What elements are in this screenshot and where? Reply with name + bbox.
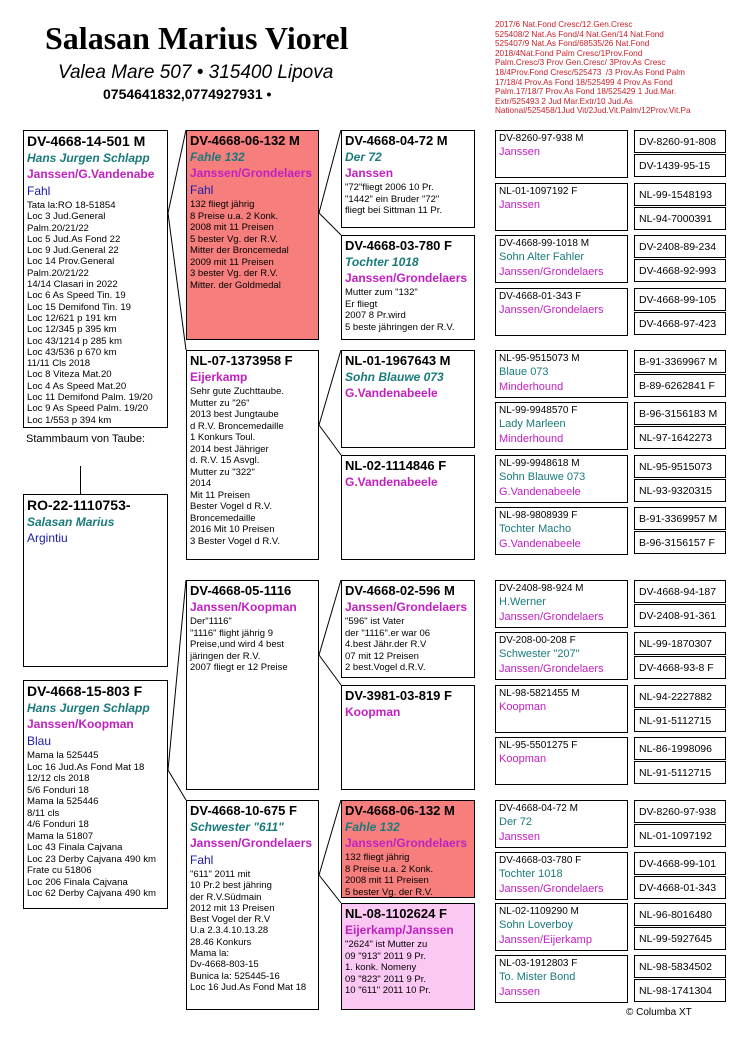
- gen3-description: "596" ist Vater der "1116".er war 06 4.best Jähr.der R.V 07 mit 12 Preisen 2 best.Vogel d.R.V.: [345, 616, 431, 673]
- gen3-ring: NL-08-1102624 F: [345, 906, 447, 921]
- pedigree-caption: Stammbaum von Taube:: [26, 433, 146, 445]
- gen2-breed: Janssen/Grondelaers: [190, 836, 313, 850]
- gen3-ring: DV-4668-06-132 M: [345, 803, 455, 818]
- sire-color: Fahl: [27, 184, 51, 198]
- gen4-name: Blaue 073: [499, 366, 549, 378]
- gen4-breed: G.Vandenabeele: [499, 486, 581, 498]
- gen5-card-7[interactable]: DV-4668-99-105: [634, 288, 726, 311]
- gen5-card-27[interactable]: DV-4668-99-101: [634, 852, 726, 875]
- gen2-breed: Eijerkamp: [190, 370, 248, 384]
- gen5-card-24[interactable]: NL-91-5112715: [634, 761, 726, 784]
- gen4-ring: NL-95-9515073 M: [499, 353, 580, 364]
- gen4-breed: Janssen: [499, 146, 540, 158]
- gen3-description: "2624" ist Mutter zu 09 "913" 2011 9 Pr. 1. konk. Nomeny 09 "823" 2011 9 Pr. 10 "611" 2011 10 Pr.: [345, 939, 431, 996]
- gen2-description: Sehr gute Zuchttaube. Mutter zu "26" 2013 best Jungtaube d R.V. Broncemedaille 1 Konkurs Toul. 2014 best Jähriger d. R.V. 15 Asvgl. Mutter zu "322" 2014 Mit 11 Preisen Bester Vogel d R.V. Broncemedaille 2016 Mit 10 Preisen 3 Bester Vogel d R.V.: [190, 386, 285, 547]
- gen4-name: Sohn Alter Fahler: [499, 251, 584, 263]
- gen4-ring: NL-95-5501275 F: [499, 740, 578, 751]
- gen4-breed: Janssen/Grondelaers: [499, 266, 604, 278]
- gen4-card-6[interactable]: [495, 402, 628, 450]
- gen4-breed: Janssen/Grondelaers: [499, 663, 604, 675]
- gen4-ring: DV-4668-01-343 F: [499, 291, 582, 302]
- gen3-card-8[interactable]: [341, 903, 475, 1010]
- gen4-name: Sohn Loverboy: [499, 919, 573, 931]
- gen4-ring: NL-98-9808939 F: [499, 510, 578, 521]
- gen4-card-13[interactable]: [495, 800, 628, 848]
- results-list: 2017/6 Nat.Fond Cresc/12.Gen.Cresc 525408/2 Nat.As Fond/4 Nat.Gen/14 Nat.Fond 525407/9 Nat.As Fond/68535/26 Nat.Fond 2018/4Nat.Fond Palm Cresc/1Prov.Fond Palm.Cresc/3 Prov Gen.Cresc/ 3Prov.As Cresc 18/4Prov.Fond Cresc/525473 /3 Prov.As Fond Palm 17/18/4 Prov.As Fond 18/525499 4 Prov.As Fond Palm.17/18/7 Prov.As Fond 18/525429 1 Jud.Mar. Extr/525493 2 Jud Mar.Extr/10 Jud.As National/525458/1Jud Vit/2Jud.Vit.Palm/12Prov.Vit.Pa: [495, 20, 691, 116]
- gen4-ring: DV-4668-03-780 F: [499, 855, 582, 866]
- owner-name: Salasan Marius Viorel: [45, 20, 349, 56]
- gen2-ring: DV-4668-05-1116: [190, 583, 292, 598]
- gen4-breed: G.Vandenabeele: [499, 538, 581, 550]
- gen4-breed: Janssen/Eijerkamp: [499, 934, 592, 946]
- gen5-card-23[interactable]: NL-86-1998096: [634, 737, 726, 760]
- gen3-ring: DV-3981-03-819 F: [345, 688, 452, 703]
- gen4-name: Sohn Blauwe 073: [499, 471, 586, 483]
- gen4-breed: Minderhound: [499, 433, 564, 445]
- gen3-card-1[interactable]: [341, 130, 475, 228]
- gen4-breed: Janssen: [499, 199, 540, 211]
- gen4-name: Tochter Macho: [499, 523, 572, 535]
- gen3-name: Tochter 1018: [345, 255, 419, 269]
- dam-ring: DV-4668-15-803 F: [27, 683, 143, 699]
- gen4-name: Tochter 1018: [499, 868, 563, 880]
- gen5-card-16[interactable]: B-96-3156157 F: [634, 531, 726, 554]
- gen4-ring: NL-01-1097192 F: [499, 186, 578, 197]
- gen3-card-5[interactable]: [341, 580, 475, 678]
- gen4-name: Schwester "207": [499, 648, 580, 660]
- gen4-breed: Janssen: [499, 986, 540, 998]
- gen5-card-29[interactable]: NL-96-8016480: [634, 903, 726, 926]
- gen5-card-26[interactable]: NL-01-1097192: [634, 824, 726, 847]
- gen2-card-4[interactable]: [186, 800, 319, 1010]
- gen4-ring: DV-4668-99-1018 M: [499, 238, 590, 249]
- gen4-card-14[interactable]: [495, 852, 628, 900]
- gen4-card-15[interactable]: [495, 903, 628, 951]
- gen4-card-8[interactable]: [495, 507, 628, 555]
- gen5-card-21[interactable]: NL-94-2227882: [634, 685, 726, 708]
- gen5-card-12[interactable]: NL-97-1642273: [634, 426, 726, 449]
- gen2-card-2[interactable]: [186, 350, 319, 560]
- dam-breed: Janssen/Koopman: [27, 717, 134, 731]
- gen3-name: Der 72: [345, 150, 382, 164]
- gen4-ring: DV-4668-04-72 M: [499, 803, 578, 814]
- sire-breed: Janssen/G.Vandenabe: [27, 167, 155, 181]
- gen5-card-32[interactable]: NL-98-1741304: [634, 979, 726, 1002]
- gen2-color: Fahl: [190, 183, 214, 197]
- gen4-card-9[interactable]: [495, 580, 628, 628]
- gen3-card-3[interactable]: [341, 350, 475, 448]
- gen2-breed: Janssen/Koopman: [190, 600, 297, 614]
- gen3-ring: DV-4668-03-780 F: [345, 238, 452, 253]
- gen4-card-11[interactable]: [495, 685, 628, 733]
- gen3-breed: Janssen/Grondelaers: [345, 836, 468, 850]
- gen3-card-2[interactable]: [341, 235, 475, 340]
- gen4-ring: DV-8260-97-938 M: [499, 133, 584, 144]
- owner-address: Valea Mare 507 • 315400 Lipova: [58, 62, 334, 83]
- gen4-name: Der 72: [499, 816, 533, 828]
- gen4-breed: Koopman: [499, 753, 547, 765]
- gen3-card-7[interactable]: [341, 800, 475, 898]
- gen5-card-30[interactable]: NL-99-5927645: [634, 927, 726, 950]
- gen2-name: Schwester "611": [190, 820, 284, 834]
- gen3-name: Sohn Blauwe 073: [345, 370, 444, 384]
- gen4-name: To. Mister Bond: [499, 971, 576, 983]
- gen2-description: "611" 2011 mit 10 Pr.2 best jähring der R.V.Südmain 2012 mit 13 Preisen Best Vogel der R.V U.a 2.3.4.10.13.28 28.46 Konkurs Mama la: Dv-4668-803-15 Bunica la: 525445-16 Loc 16 Jud.As Fond Mat 18: [190, 869, 307, 993]
- gen2-ring: DV-4668-10-675 F: [190, 803, 297, 818]
- gen5-card-13[interactable]: NL-95-9515073: [634, 455, 726, 478]
- gen2-ring: DV-4668-06-132 M: [190, 133, 300, 148]
- copyright: © Columba XT: [626, 1007, 692, 1018]
- gen4-breed: Minderhound: [499, 381, 564, 393]
- gen4-breed: Janssen/Grondelaers: [499, 304, 604, 316]
- gen4-ring: DV-208-00-208 F: [499, 635, 576, 646]
- gen3-card-4[interactable]: [341, 455, 475, 560]
- gen4-name: H.Werner: [499, 596, 546, 608]
- gen5-card-19[interactable]: NL-99-1870307: [634, 632, 726, 655]
- gen2-description: 132 fliegt jährig 8 Preise u.a. 2 Konk. 2008 mit 11 Preisen 5 bester Vg. der R.V. Mitter der Broncemedal 2009 mit 11 Preisen 3 bester Vg. der R.V. Mitter. der Goldmedal: [190, 199, 289, 291]
- gen5-card-14[interactable]: NL-93-9320315: [634, 479, 726, 502]
- gen5-card-17[interactable]: DV-4668-94-187: [634, 580, 726, 603]
- dam-description: Mama la 525445 Loc 16 Jud.As Fond Mat 18 12/12 cls 2018 5/6 Fonduri 18 Mama la 525446 8/11 cls 4/6 Fonduri 18 Mama la 51807 Loc 43 Finala Cajvana Loc 23 Derby Cajvana 490 km Frate cu 51806 Loc 206 Finala Cajvana Loc 62 Derby Cajvana 490 km: [27, 750, 157, 899]
- gen2-description: Der"1116" "1116" flight jährig 9 Preise,und wird 4 best järingen der R.V. 2007 fliegt er 12 Preise: [190, 616, 288, 673]
- subject-color: Argintiu: [27, 531, 68, 545]
- gen3-ring: DV-4668-04-72 M: [345, 133, 448, 148]
- gen4-card-1[interactable]: [495, 130, 628, 178]
- gen3-card-6[interactable]: [341, 685, 475, 790]
- gen4-card-4[interactable]: [495, 288, 628, 336]
- gen4-breed: Janssen: [499, 831, 540, 843]
- gen5-card-1[interactable]: DV-8260-91-808: [634, 130, 726, 153]
- gen5-card-18[interactable]: DV-2408-91-361: [634, 604, 726, 627]
- gen4-ring: NL-03-1912803 F: [499, 958, 578, 969]
- gen4-breed: Janssen/Grondelaers: [499, 611, 604, 623]
- gen3-breed: Janssen/Grondelaers: [345, 271, 468, 285]
- gen3-description: Mutter zum "132" Er fliegt 2007 8 Pr.wird 5 beste jähringen der R.V.: [345, 287, 455, 333]
- gen4-breed: Koopman: [499, 701, 547, 713]
- gen4-card-2[interactable]: [495, 183, 628, 231]
- gen5-card-8[interactable]: DV-4668-97-423: [634, 312, 726, 335]
- gen5-card-9[interactable]: B-91-3369967 M: [634, 350, 726, 373]
- gen4-breed: Janssen/Grondelaers: [499, 883, 604, 895]
- gen3-breed: G.Vandenabeele: [345, 386, 438, 400]
- gen3-name: Fahle 132: [345, 820, 400, 834]
- gen3-ring: NL-02-1114846 F: [345, 458, 447, 473]
- gen5-card-5[interactable]: DV-2408-89-234: [634, 235, 726, 258]
- gen2-ring: NL-07-1373958 F: [190, 353, 293, 368]
- gen4-card-10[interactable]: [495, 632, 628, 680]
- sire-ring: DV-4668-14-501 M: [27, 133, 146, 149]
- gen4-ring: NL-98-5821455 M: [499, 688, 580, 699]
- gen3-description: 132 fliegt jährig 8 Preise u.a. 2 Konk. 2008 mit 11 Preisen 5 bester Vg. der R.V.: [345, 852, 434, 898]
- gen4-ring: NL-99-9948570 F: [499, 405, 578, 416]
- dam-name: Hans Jurgen Schlapp: [27, 701, 150, 715]
- gen4-card-3[interactable]: [495, 235, 628, 283]
- subject-name: Salasan Marius: [27, 515, 115, 529]
- gen5-card-6[interactable]: DV-4668-92-993: [634, 259, 726, 282]
- gen4-card-16[interactable]: [495, 955, 628, 1003]
- gen3-breed: Janssen: [345, 166, 394, 180]
- gen5-card-15[interactable]: B-91-3369957 M: [634, 507, 726, 530]
- gen5-card-10[interactable]: B-89-6262841 F: [634, 374, 726, 397]
- gen2-name: Fahle 132: [190, 150, 245, 164]
- dam-color: Blau: [27, 734, 52, 748]
- sire-description: Tata la:RO 18-51854 Loc 3 Jud.General Palm.20/21/22 Loc 5 Jud.As Fond 22 Loc 9 Jud.General 22 Loc 14 Prov.General Palm.20/21/22 14/14 Clasari in 2022 Loc 6 As Speed Tin. 19 Loc 15 Demifond Tin. 19 Loc 12/621 p 191 km Loc 12/345 p 395 km Loc 43/1214 p 285 km Loc 43/536 p 670 km 11/11 Cls 2018 Loc 8 Viteza Mat.20 Loc 4 As Speed Mat.20 Loc 11 Demifond Palm. 19/20 Loc 9 As Speed Palm. 19/20 Loc 1/553 p 394 km: [27, 200, 153, 426]
- gen3-ring: DV-4668-02-596 M: [345, 583, 455, 598]
- gen5-card-4[interactable]: NL-94-7000391: [634, 207, 726, 230]
- gen4-card-7[interactable]: [495, 455, 628, 503]
- gen3-breed: Janssen/Grondelaers: [345, 600, 468, 614]
- gen3-ring: NL-01-1967643 M: [345, 353, 451, 368]
- gen5-card-31[interactable]: NL-98-5834502: [634, 955, 726, 978]
- gen5-card-22[interactable]: NL-91-5112715: [634, 709, 726, 732]
- gen4-ring: DV-2408-98-924 M: [499, 583, 584, 594]
- subject-ring: RO-22-1110753-: [27, 497, 131, 513]
- gen3-breed: Eijerkamp/Janssen: [345, 923, 454, 937]
- gen4-card-5[interactable]: [495, 350, 628, 398]
- gen5-card-28[interactable]: DV-4668-01-343: [634, 876, 726, 899]
- gen5-card-2[interactable]: DV-1439-95-15: [634, 154, 726, 177]
- gen5-card-25[interactable]: DV-8260-97-938: [634, 800, 726, 823]
- gen4-name: Lady Marleen: [499, 418, 566, 430]
- gen5-card-11[interactable]: B-96-3156183 M: [634, 402, 726, 425]
- sire-name: Hans Jurgen Schlapp: [27, 151, 150, 165]
- owner-phone: 0754641832,0774927931 •: [103, 86, 272, 102]
- gen4-ring: NL-02-1109290 M: [499, 906, 579, 917]
- gen2-card-3[interactable]: [186, 580, 319, 790]
- gen2-card-1[interactable]: [186, 130, 319, 340]
- gen3-breed: G.Vandenabeele: [345, 475, 438, 489]
- gen2-breed: Janssen/Grondelaers: [190, 166, 313, 180]
- gen3-breed: Koopman: [345, 705, 401, 719]
- gen5-card-20[interactable]: DV-4668-93-8 F: [634, 656, 726, 679]
- gen4-card-12[interactable]: [495, 737, 628, 785]
- gen2-color: Fahl: [190, 853, 214, 867]
- gen5-card-3[interactable]: NL-99-1548193: [634, 183, 726, 206]
- gen3-description: "72"fliegt 2006 10 Pr. "1442" ein Bruder "72" fliegt bei Sittman 11 Pr.: [345, 182, 442, 216]
- gen4-ring: NL-99-9948618 M: [499, 458, 580, 469]
